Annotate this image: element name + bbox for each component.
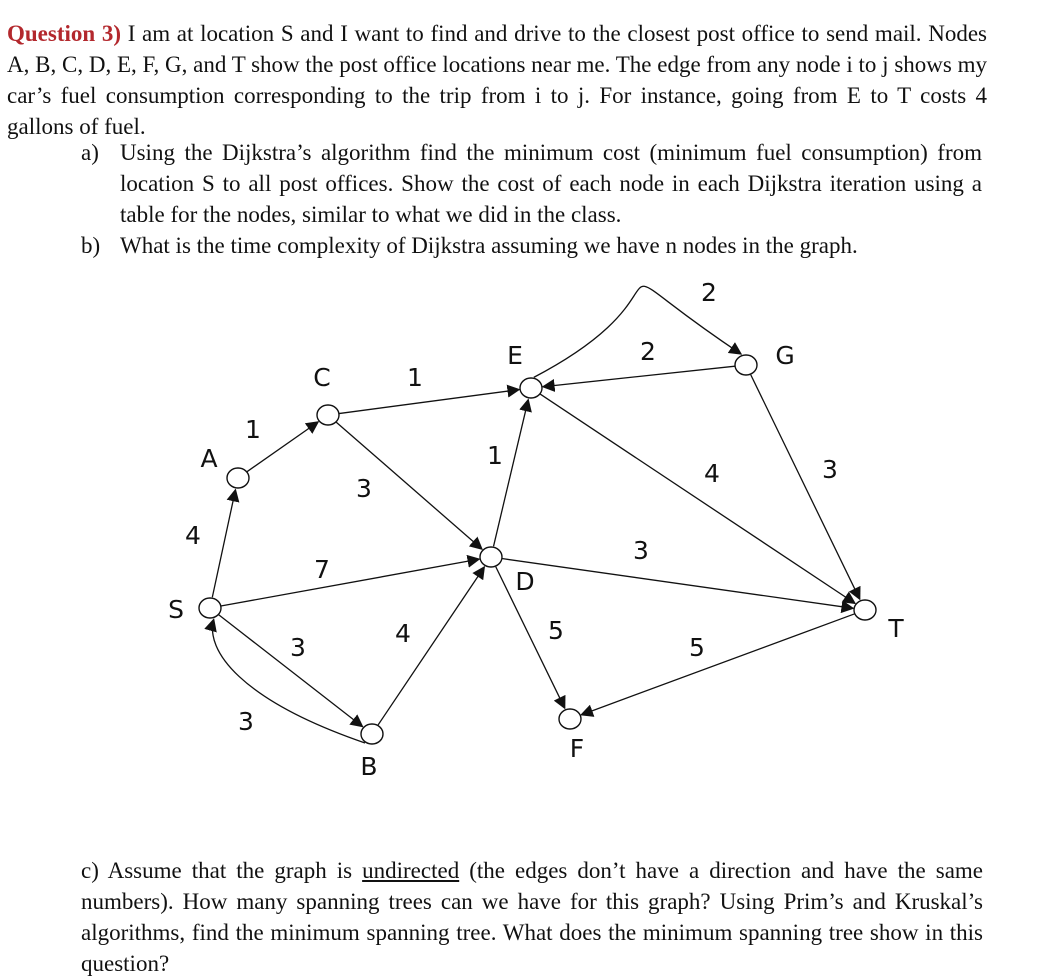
- weight-c-d: 3: [356, 474, 372, 503]
- node-label-t: T: [888, 614, 904, 643]
- weight-d-t: 3: [633, 536, 649, 565]
- edge-b-d: [378, 567, 484, 725]
- node-c: [317, 405, 339, 425]
- weight-t-f: 5: [689, 633, 705, 662]
- node-label-b: B: [360, 752, 378, 781]
- edge-t-f: [581, 614, 854, 715]
- node-s: [199, 598, 221, 618]
- edge-s-d: [221, 559, 479, 606]
- part-a-text: Using the Dijkstra’s algorithm find the minimum cost (minimum fuel consumption) from location S to all post offices. Show the cost of each node in each Dijkstra iteration using a table for the nodes, similar to what we did in the class.: [120, 140, 982, 227]
- node-t: [854, 600, 876, 620]
- edge-c-e: [339, 390, 519, 414]
- part-c-underlined: undirected: [362, 858, 460, 883]
- node-label-s: S: [168, 595, 184, 624]
- weight-g-t: 3: [822, 455, 838, 484]
- edge-b-s: [212, 619, 365, 743]
- weight-e-g: 2: [701, 278, 717, 307]
- node-label-d: D: [515, 567, 535, 596]
- part-c: [81, 855, 983, 979]
- weight-d-e: 1: [487, 441, 503, 470]
- edge-g-t: [751, 375, 860, 599]
- part-b-text: What is the time complexity of Dijkstra assuming we have n nodes in the graph.: [120, 233, 858, 258]
- node-label-f: F: [569, 734, 585, 763]
- weight-g-e: 2: [640, 337, 656, 366]
- part-c-rest: (the edges don’t have a direction and have the same numbers). How many spanning trees can we have for this graph? Using Prim’s and Kruskal’s algorithms, find the minimum spanning tree. What does the minimum spanning tree show in this question?: [81, 858, 984, 976]
- weight-d-f: 5: [548, 616, 564, 645]
- weight-b-d: 4: [395, 619, 411, 648]
- edge-d-e: [494, 400, 529, 547]
- node-b: [361, 724, 383, 744]
- node-label-g: G: [775, 341, 795, 370]
- weight-b-s: 3: [238, 707, 254, 736]
- node-f: [559, 709, 581, 729]
- weight-a-c: 1: [245, 415, 261, 444]
- edge-d-t: [502, 559, 853, 609]
- weight-c-e: 1: [407, 363, 423, 392]
- intro-text: I am at location S and I want to find and drive to the closest post office to send mail. Nodes A, B, C, D, E, F, G, and T show the post office locations near me. The edge from any node i to j shows my car’s fuel consumption corresponding to the trip from i to j. For instance, going from E to T costs 4 gallons of fuel.: [7, 21, 988, 139]
- weight-s-d: 7: [314, 555, 330, 584]
- node-d: [480, 547, 502, 567]
- weight-s-a: 4: [185, 521, 201, 550]
- question-label: Question 3): [7, 21, 122, 46]
- part-b-marker: b): [81, 233, 101, 258]
- edge-s-a: [212, 490, 235, 598]
- part-c-prefix: c) Assume that the graph is: [81, 858, 353, 883]
- weight-s-b: 3: [290, 633, 306, 662]
- part-a-marker: a): [81, 140, 99, 165]
- node-label-a: A: [200, 444, 218, 473]
- node-e: [520, 378, 542, 398]
- node-label-c: C: [313, 363, 331, 392]
- edge-g-e: [543, 366, 735, 387]
- node-a: [227, 468, 249, 488]
- edge-e-t: [540, 394, 855, 603]
- weight-e-t: 4: [704, 459, 720, 488]
- node-g: [735, 355, 757, 375]
- node-label-e: E: [507, 341, 523, 370]
